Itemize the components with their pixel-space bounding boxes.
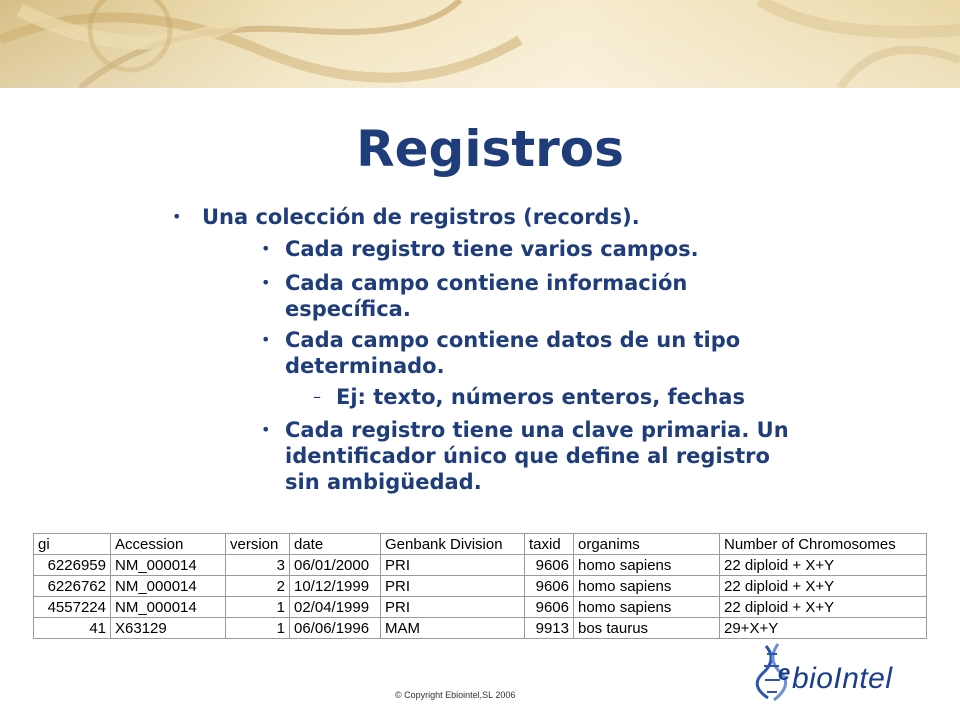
table-row: [34, 555, 927, 576]
bullet-text-continued: determinado.: [285, 354, 445, 378]
cell-accession: X63129: [111, 618, 226, 639]
bullet-text: Una colección de registros (records).: [202, 205, 640, 229]
cell-organism: homo sapiens: [574, 555, 720, 576]
copyright-notice: © Copyright Ebiointel,SL 2006: [395, 690, 516, 700]
dash-marker: –: [313, 387, 321, 406]
cell-taxid: 9913: [525, 618, 574, 639]
header-genbank-division: Genbank Division: [381, 534, 525, 555]
cell-gi: 6226762: [34, 576, 111, 597]
sub-bullet-text: Ej: texto, números enteros, fechas: [336, 385, 745, 409]
cell-accession: NM_000014: [111, 555, 226, 576]
records-table: [33, 533, 927, 639]
bullet-text: Cada registro tiene una clave primaria. Un: [285, 418, 789, 442]
cell-division: MAM: [381, 618, 525, 639]
cell-date: 06/01/2000: [290, 555, 381, 576]
ebiointel-logo: [748, 640, 898, 702]
svg-text:e: e: [778, 660, 791, 685]
cell-division: PRI: [381, 576, 525, 597]
svg-text:bioIntel: bioIntel: [792, 662, 892, 695]
bullet-text-continued: sin ambigüedad.: [285, 470, 482, 494]
cell-gi: 4557224: [34, 597, 111, 618]
cell-date: 02/04/1999: [290, 597, 381, 618]
cell-organism: homo sapiens: [574, 597, 720, 618]
bullet-marker: •: [261, 330, 271, 349]
cell-chromosomes: 22 diploid + X+Y: [720, 576, 927, 597]
cell-version: 1: [226, 618, 290, 639]
cell-organism: bos taurus: [574, 618, 720, 639]
cell-chromosomes: 29+X+Y: [720, 618, 927, 639]
bullet-marker: •: [172, 207, 182, 226]
bullet-text: Cada campo contiene información: [285, 271, 688, 295]
cell-date: 06/06/1996: [290, 618, 381, 639]
cell-division: PRI: [381, 597, 525, 618]
cell-accession: NM_000014: [111, 576, 226, 597]
table-header-row: [34, 534, 927, 555]
cell-division: PRI: [381, 555, 525, 576]
bullet-text: Cada registro tiene varios campos.: [285, 237, 699, 261]
slide-title: Registros: [356, 120, 624, 178]
header-gi: gi: [34, 534, 111, 555]
bullet-marker: •: [261, 273, 271, 292]
bullet-text-continued: identificador único que define al registro: [285, 444, 770, 468]
table-row: [34, 597, 927, 618]
table-row: [34, 576, 927, 597]
cell-taxid: 9606: [525, 597, 574, 618]
cell-chromosomes: 22 diploid + X+Y: [720, 597, 927, 618]
cell-taxid: 9606: [525, 555, 574, 576]
header-taxid: taxid: [525, 534, 574, 555]
header-organims: organims: [574, 534, 720, 555]
cell-version: 3: [226, 555, 290, 576]
header-number-of-chromosomes: Number of Chromosomes: [720, 534, 927, 555]
bullet-marker: •: [261, 420, 271, 439]
cell-date: 10/12/1999: [290, 576, 381, 597]
cell-taxid: 9606: [525, 576, 574, 597]
header-accession: Accession: [111, 534, 226, 555]
cell-chromosomes: 22 diploid + X+Y: [720, 555, 927, 576]
cell-gi: 41: [34, 618, 111, 639]
header-version: version: [226, 534, 290, 555]
cell-version: 2: [226, 576, 290, 597]
table-row: [34, 618, 927, 639]
cell-gi: 6226959: [34, 555, 111, 576]
cell-organism: homo sapiens: [574, 576, 720, 597]
decorative-banner: [0, 0, 960, 88]
header-date: date: [290, 534, 381, 555]
cell-accession: NM_000014: [111, 597, 226, 618]
bullet-text-continued: específica.: [285, 297, 411, 321]
cell-version: 1: [226, 597, 290, 618]
bullet-marker: •: [261, 239, 271, 258]
bullet-text: Cada campo contiene datos de un tipo: [285, 328, 741, 352]
